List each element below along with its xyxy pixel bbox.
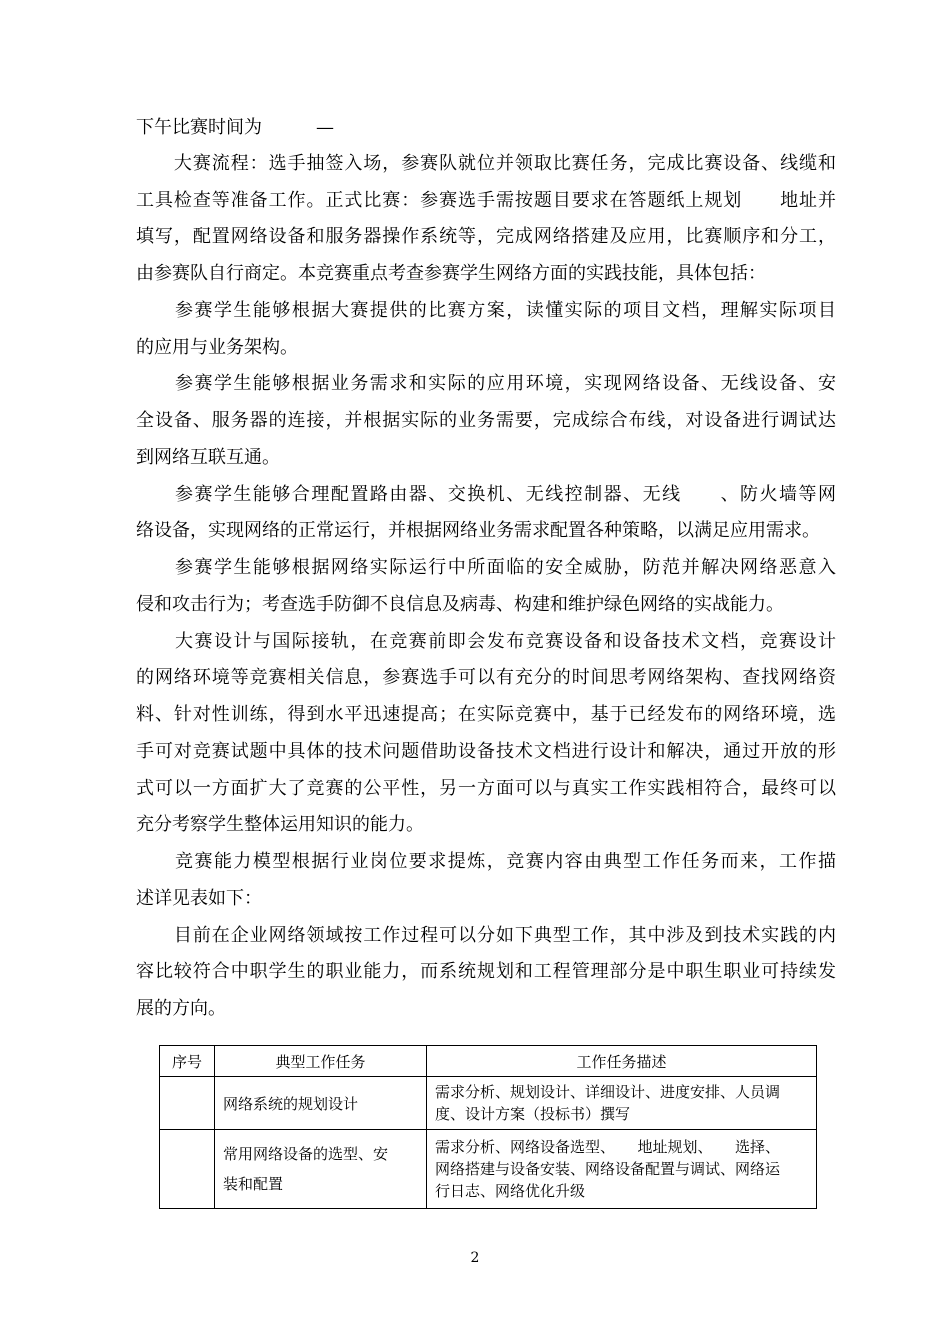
paragraph-line: 到网络互联互通。: [136, 447, 280, 468]
paragraph-line: 的网络环境等竞赛相关信息，参赛选手可以有充分的时间思考网络架构、查找网络资: [136, 667, 837, 688]
row-description-line: 需求分析、网络设备选型、 地址规划、 选择、: [435, 1138, 781, 1156]
paragraph-line: 络设备，实现网络的正常运行，并根据网络业务需求配置各种策略，以满足应用需求。: [136, 520, 820, 541]
work-task-table: [159, 1045, 817, 1209]
paragraph-line: 式可以一方面扩大了竞赛的公平性，另一方面可以与真实工作实践相符合，最终可以: [136, 778, 837, 799]
table-row: [160, 1130, 817, 1209]
col-header-description: 工作任务描述: [427, 1046, 817, 1077]
col-header-task: 典型工作任务: [215, 1046, 427, 1077]
paragraph-line: 由参赛队自行商定。本竞赛重点考查参赛学生网络方面的实践技能，具体包括：: [136, 263, 766, 284]
paragraph-line: 参赛学生能够根据网络实际运行中所面临的安全威胁，防范并解决网络恶意入: [136, 557, 838, 578]
row-description-line: 网络搭建与设备安装、网络设备配置与调试、网络运: [435, 1160, 781, 1178]
row-description-line: 行日志、网络优化升级: [435, 1182, 586, 1200]
row-task-line: 装和配置: [223, 1175, 284, 1193]
paragraph-line: 参赛学生能够根据大赛提供的比赛方案，读懂实际的项目文档，理解实际项目: [136, 300, 838, 321]
paragraph-line: 工具检查等准备工作。正式比赛：参赛选手需按题目要求在答题纸上规划 地址并: [136, 190, 837, 211]
paragraph-line: 参赛学生能够根据业务需求和实际的应用环境，实现网络设备、无线设备、安: [136, 373, 838, 394]
row-task-line: 常用网络设备的选型、安: [223, 1145, 389, 1163]
paragraph-line: 述详见表如下：: [136, 888, 262, 909]
paragraph-line: 填写，配置网络设备和服务器操作系统等，完成网络搭建及应用，比赛顺序和分工，: [136, 226, 837, 247]
row-description-line: 度、设计方案（投标书）撰写: [435, 1105, 631, 1123]
paragraph-line: 大赛设计与国际接轨，在竞赛前即会发布竞赛设备和设备技术文档，竞赛设计: [136, 631, 838, 652]
paragraph-line: 全设备、服务器的连接，并根据实际的业务需要，完成综合布线，对设备进行调试达: [136, 410, 837, 431]
page-number: 2: [470, 1250, 480, 1266]
paragraph-line: 充分考察学生整体运用知识的能力。: [136, 814, 424, 835]
paragraph-line: 容比较符合中职学生的职业能力，而系统规划和工程管理部分是中职生职业可持续发: [136, 961, 837, 982]
row-number: [160, 1077, 215, 1130]
table-row: [160, 1077, 817, 1130]
row-description-line: 需求分析、规划设计、详细设计、进度安排、人员调: [435, 1083, 781, 1101]
paragraph-line: 手可对竞赛试题中具体的技术问题借助设备技术文档进行设计和解决，通过开放的形: [136, 741, 837, 762]
paragraph-line: 的应用与业务架构。: [136, 337, 298, 358]
afternoon-time-line: 下午比赛时间为 —: [136, 117, 334, 138]
paragraph-line: 展的方向。: [136, 998, 226, 1019]
row-task-line: 网络系统的规划设计: [223, 1094, 359, 1113]
col-header-number: 序号: [160, 1046, 215, 1077]
row-task: [215, 1130, 427, 1209]
row-number: [160, 1130, 215, 1209]
paragraph-line: 竞赛能力模型根据行业岗位要求提炼，竞赛内容由典型工作任务而来，工作描: [136, 851, 838, 872]
paragraph-line: 大赛流程：选手抽签入场，参赛队就位并领取比赛任务，完成比赛设备、线缆和: [136, 153, 837, 174]
row-description: [427, 1130, 817, 1209]
paragraph-line: 料、针对性训练，得到水平迅速提高；在实际竞赛中，基于已经发布的网络环境，选: [136, 704, 837, 725]
paragraph-line: 参赛学生能够合理配置路由器、交换机、无线控制器、无线 、防火墙等网: [136, 484, 838, 505]
row-description: [427, 1077, 817, 1130]
table-header-row: [160, 1046, 817, 1077]
paragraph-line: 侵和攻击行为；考查选手防御不良信息及病毒、构建和维护绿色网络的实战能力。: [136, 594, 784, 615]
row-task: [215, 1077, 427, 1130]
paragraph-line: 目前在企业网络领域按工作过程可以分如下典型工作，其中涉及到技术实践的内: [136, 925, 837, 946]
